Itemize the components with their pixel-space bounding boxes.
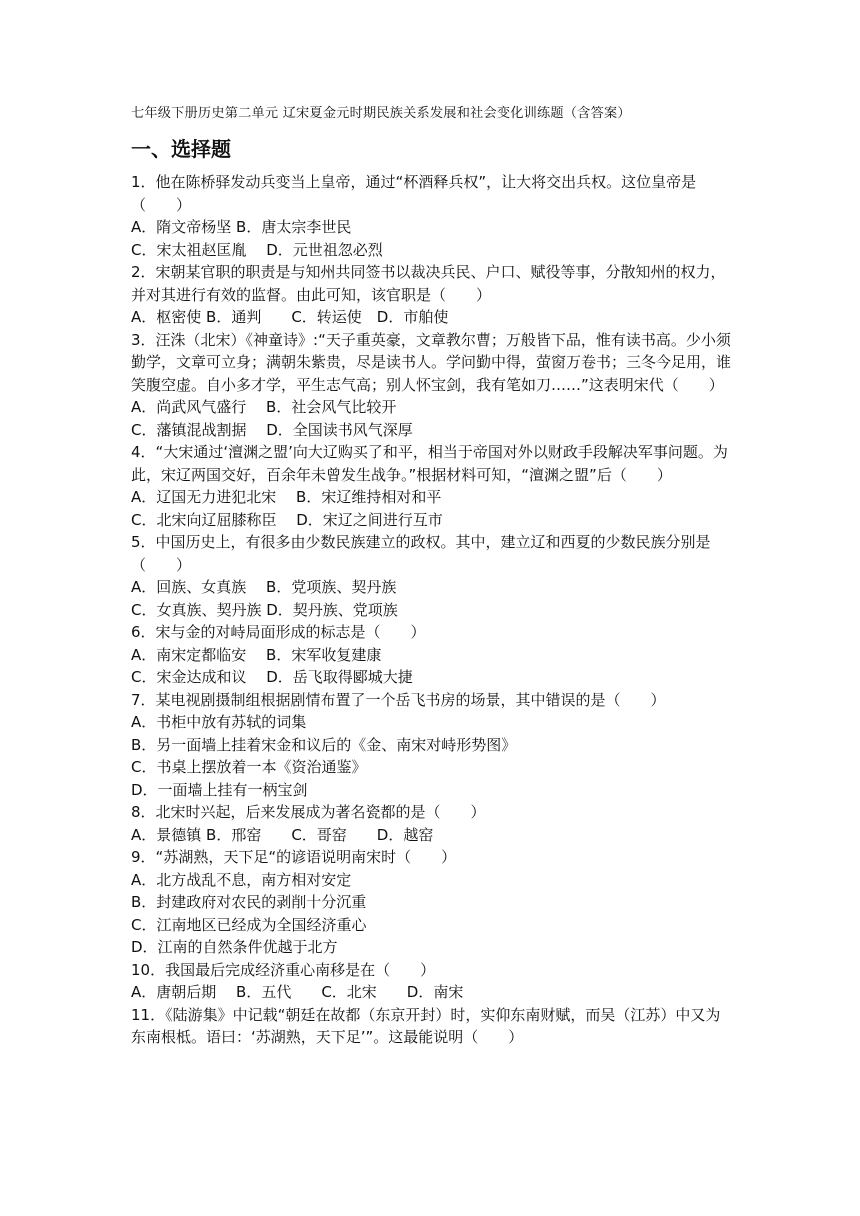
- answer-option-line: D．一面墙上挂有一柄宝剑: [131, 780, 308, 799]
- question-stem: 7．某电视剧摄制组根据剧情布置了一个岳飞书房的场景，其中错误的是（ ）: [131, 690, 666, 709]
- answer-option-line: C．北宋向辽屈膝称臣 D．宋辽之间进行互市: [131, 510, 443, 529]
- question-stem: 9．“苏湖熟，天下足“的谚语说明南宋时（ ）: [131, 848, 457, 866]
- answer-option-line: A．南宋定都临安 B．宋军收复建康: [131, 645, 382, 664]
- answer-option-line: A．隋文帝杨坚 B．唐太宗李世民: [131, 218, 352, 236]
- question-item: [131, 621, 731, 689]
- answer-option-line: A．回族、女真族 B．党项族、契丹族: [131, 578, 397, 596]
- answer-option-line: A．北方战乱不息，南方相对安定: [131, 870, 352, 889]
- answer-option-line: A．景德镇 B．邢窑 C．哥窑 D．越窑: [131, 825, 434, 844]
- question-item: [131, 261, 731, 329]
- question-stem: 10．我国最后完成经济重心南移是在（ ）: [131, 960, 436, 979]
- answer-option-line: A．尚武风气盛行 B．社会风气比较开: [131, 398, 397, 416]
- question-item: [131, 801, 731, 846]
- question-item: [131, 531, 731, 621]
- section-heading: 一、选择题: [131, 137, 231, 161]
- question-stem: 6．宋与金的对峙局面形成的标志是（ ）: [131, 623, 426, 641]
- question-stem: 8．北宋时兴起，后来发展成为著名瓷都的是（ ）: [131, 803, 486, 821]
- answer-option-line: A．书柜中放有苏轼的词集: [131, 713, 307, 731]
- answer-option-line: A．唐朝后期 B．五代 C．北宋 D．南宋: [131, 983, 464, 1001]
- question-list: [131, 171, 731, 1049]
- question-stem: 4．“大宋通过‘澶渊之盟’向大辽购买了和平，相当于帝国对外以财政手段解决军事问题。为此，宋辽两国交好，百余年未曾发生战争。”根据材料可知，“澶渊之盟”后（ ）: [131, 443, 728, 484]
- answer-option-line: C．宋太祖赵匡胤 D．元世祖忽必烈: [131, 240, 383, 259]
- question-stem: 3．汪洙（北宋）《神童诗》:“天子重英豪，文章教尔曹；万般皆下品，惟有读书高。少小须勤学，文章可立身；满朝朱紫贵，尽是读书人。学问勤中得，萤窗万卷书；三冬今足用，谁笑腹空虚。自小多才学，平生志气高；别人怀宝剑，我有笔如刀……”这表明宋代（ ）: [131, 330, 732, 394]
- answer-option-line: C．藩镇混战割据 D．全国读书风气深厚: [131, 420, 413, 439]
- answer-option-line: C．女真族、契丹族 D．契丹族、党项族: [131, 600, 398, 619]
- answer-option-line: B．另一面墙上挂着宋金和议后的《金、南宋对峙形势图》: [131, 735, 517, 754]
- answer-option-line: B．封建政府对农民的剥削十分沉重: [131, 893, 367, 911]
- question-stem: 5．中国历史上，有很多由少数民族建立的政权。其中，建立辽和西夏的少数民族分别是（ ）: [131, 533, 711, 574]
- answer-option-line: A．辽国无力进犯北宋 B．宋辽维持相对和平: [131, 488, 442, 506]
- answer-option-line: A．枢密使 B．通判 C．转运使 D．市舶使: [131, 308, 449, 326]
- question-item: [131, 441, 731, 531]
- answer-option-line: C．书桌上摆放着一本《资治通鉴》: [131, 758, 367, 776]
- question-stem: 2．宋朝某官职的职责是与知州共同签书以裁决兵民、户口、赋役等事，分散知州的权力，并对其进行有效的监督。由此可知，该官职是（ ）: [131, 263, 726, 304]
- question-item: [131, 846, 731, 959]
- question-item: [131, 689, 731, 802]
- document-title: 七年级下册历史第二单元 辽宋夏金元时期民族关系发展和社会变化训练题（含答案）: [131, 106, 631, 121]
- answer-option-line: C．江南地区已经成为全国经济重心: [131, 915, 367, 934]
- question-stem: 11．《陆游集》中记载“朝廷在故都（东京开封）时，实仰东南财赋，而吴（江苏）中又为东南根柢。语曰：‘苏湖熟，天下足’”。这最能说明（ ）: [131, 1005, 721, 1046]
- question-item: [131, 329, 731, 442]
- question-item: [131, 959, 731, 1004]
- question-stem: 1．他在陈桥驿发动兵变当上皇帝，通过“杯酒释兵权”，让大将交出兵权。这位皇帝是（ ）: [131, 173, 697, 214]
- answer-option-line: C．宋金达成和议 D．岳飞取得郾城大捷: [131, 668, 413, 686]
- question-item: [131, 1004, 731, 1049]
- answer-option-line: D．江南的自然条件优越于北方: [131, 938, 338, 956]
- question-item: [131, 171, 731, 261]
